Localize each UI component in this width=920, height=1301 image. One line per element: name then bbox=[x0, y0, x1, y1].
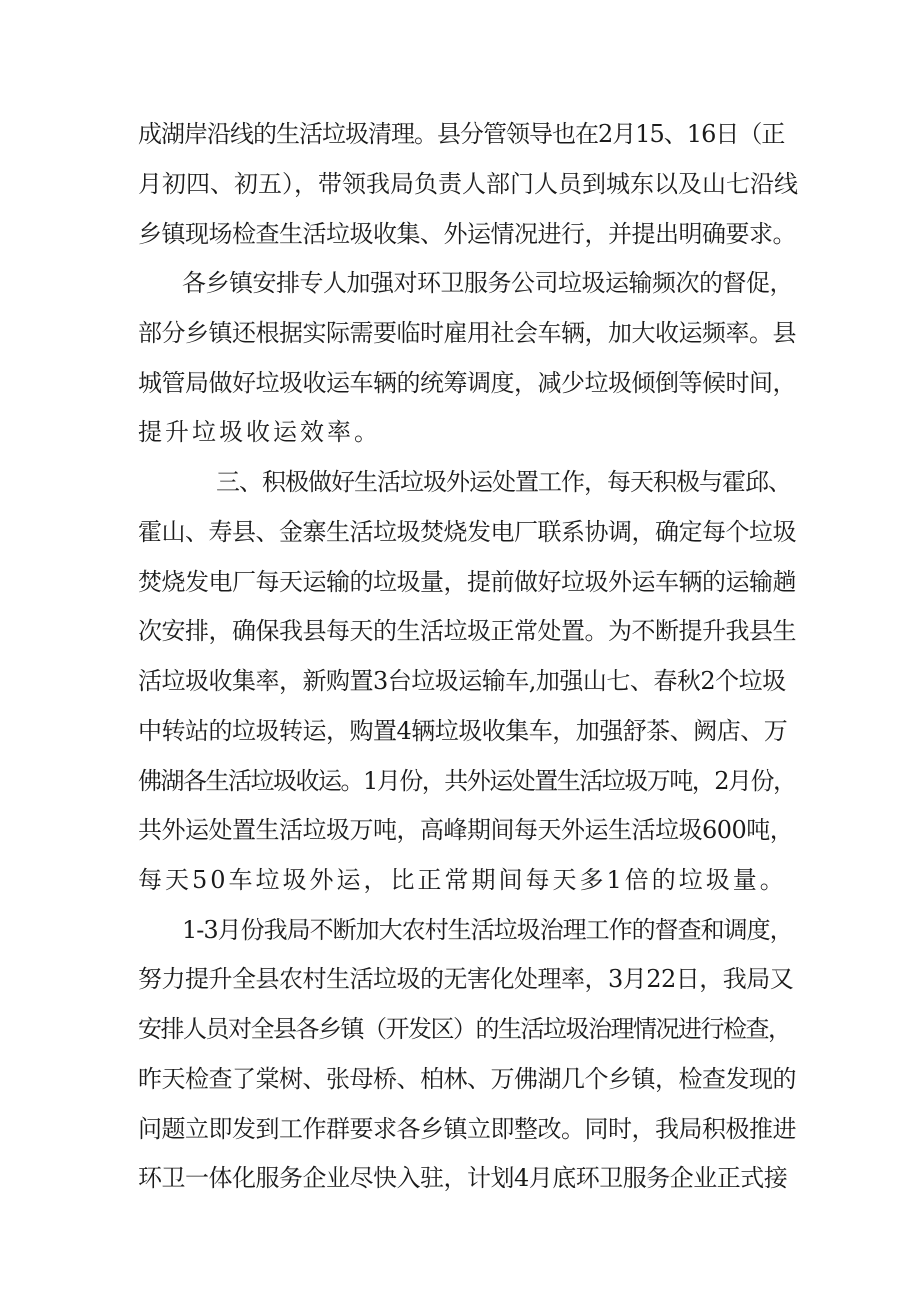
text-line: 次安排，确保我县每天的生活垃圾正常处置。为不断提升我县生 bbox=[138, 617, 796, 645]
text-line: 中转站的垃圾转运，购置4辆垃圾收集车，加强舒茶、阙店、万 bbox=[138, 717, 788, 745]
text-line: 月初四、初五），带领我局负责人部门人员到城东以及山七沿线 bbox=[138, 170, 798, 198]
text-line: 共外运处置生活垃圾万吨，高峰期间每天外运生活垃圾600吨， bbox=[138, 816, 794, 844]
section-heading-line: 三、积极做好生活垃圾外运处置工作，每天积极与霍邱、 bbox=[216, 468, 791, 496]
text-line: 安排人员对全县各乡镇（开发区）的生活垃圾治理情况进行检查， bbox=[138, 1015, 791, 1043]
text-line: 城管局做好垃圾收运车辆的统筹调度，减少垃圾倾倒等候时间， bbox=[138, 369, 796, 397]
text-line: 乡镇现场检查生活垃圾收集、外运情况进行，并提出明确要求。 bbox=[138, 220, 796, 248]
text-line: 问题立即发到工作群要求各乡镇立即整改。同时，我局积极推进 bbox=[138, 1115, 796, 1143]
text-line: 每天50车垃圾外运，比正常期间每天多1倍的垃圾量。 bbox=[138, 866, 787, 894]
paragraph-start-line: 1-3月份我局不断加大农村生活垃圾治理工作的督查和调度， bbox=[182, 916, 793, 944]
text-line: 霍山、寿县、金寨生活垃圾焚烧发电厂联系协调，确定每个垃圾 bbox=[138, 518, 796, 546]
text-line: 部分乡镇还根据实际需要临时雇用社会车辆，加大收运频率。县 bbox=[138, 319, 796, 347]
text-line: 成湖岸沿线的生活垃圾清理。县分管领导也在2月15、16日（正 bbox=[138, 120, 785, 148]
text-line: 环卫一体化服务企业尽快入驻，计划4月底环卫服务企业正式接 bbox=[138, 1164, 788, 1192]
text-line: 昨天检查了棠树、张母桥、柏林、万佛湖几个乡镇，检查发现的 bbox=[138, 1065, 796, 1093]
paragraph-start-line: 各乡镇安排专人加强对环卫服务公司垃圾运输频次的督促， bbox=[182, 269, 793, 297]
text-line: 活垃圾收集率，新购置3台垃圾运输车,加强山七、春秋2个垃圾 bbox=[138, 667, 786, 695]
text-line: 提升垃圾收运效率。 bbox=[138, 418, 381, 446]
text-line: 努力提升全县农村生活垃圾的无害化处理率，3月22日，我局又 bbox=[138, 965, 794, 993]
text-line: 佛湖各生活垃圾收运。1月份，共外运处置生活垃圾万吨，2月份， bbox=[138, 767, 796, 795]
text-line: 焚烧发电厂每天运输的垃圾量，提前做好垃圾外运车辆的运输趟 bbox=[138, 568, 796, 596]
